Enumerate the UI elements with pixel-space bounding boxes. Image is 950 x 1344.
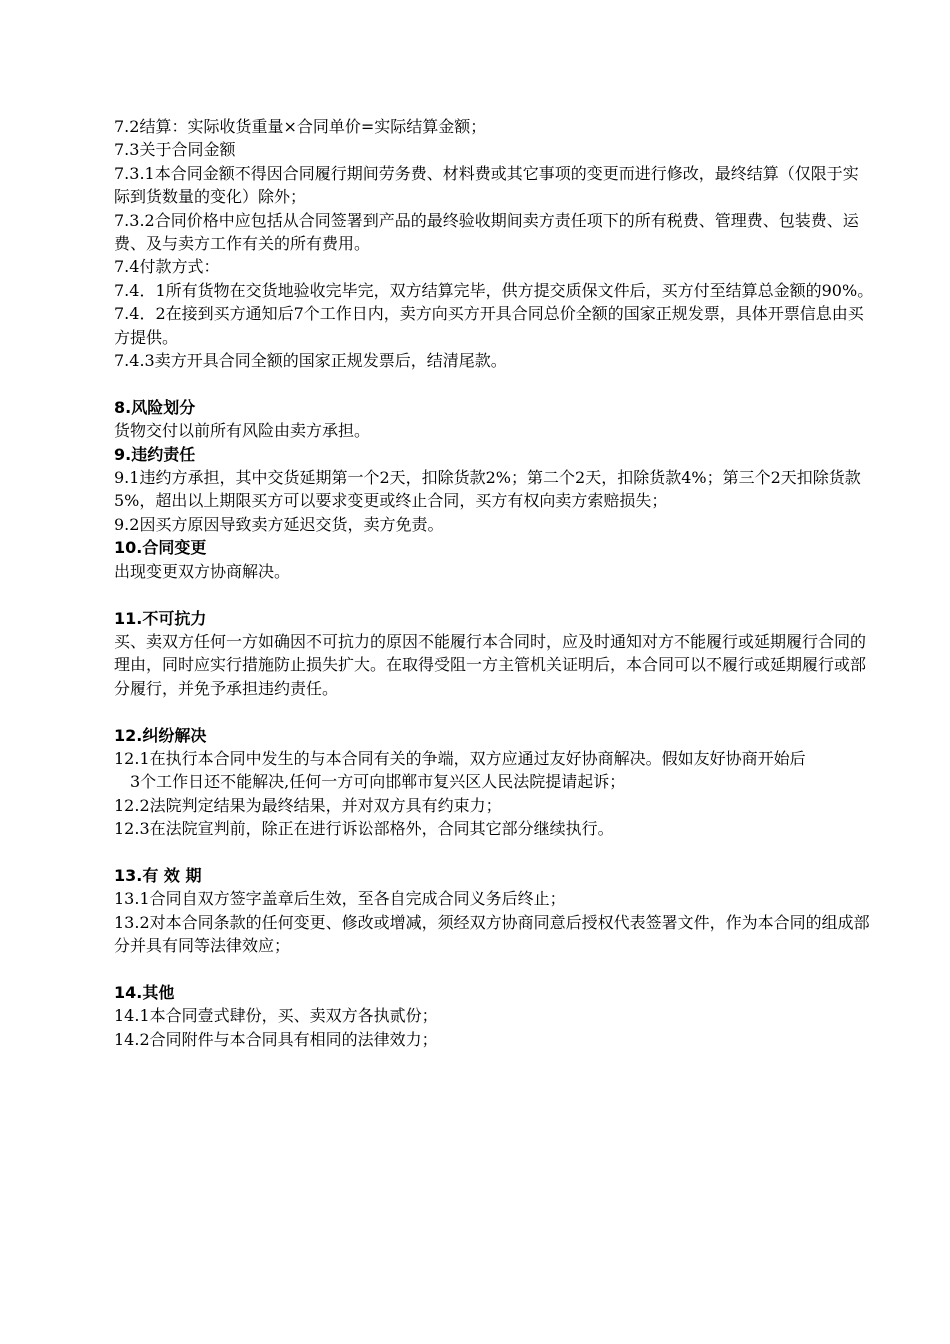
section-heading-12: 12.纠纷解决 xyxy=(114,725,207,745)
clause-14-2: 14.2合同附件与本合同具有相同的法律效力； xyxy=(114,1029,438,1049)
contract-page xyxy=(114,115,874,1051)
clause-12-3: 12.3在法院宣判前，除正在进行诉讼部格外，合同其它部分继续执行。 xyxy=(114,819,614,839)
clause-9-2: 9.2因买方原因导致卖方延迟交货，卖方免责。 xyxy=(114,514,444,534)
section-heading-9: 9.违约责任 xyxy=(114,444,196,464)
clause-7-3: 7.3关于合同金额 xyxy=(114,140,236,160)
section-heading-11: 11.不可抗力 xyxy=(114,608,207,628)
spacer xyxy=(114,841,874,864)
clause-12-1: 12.1在执行本合同中发生的与本合同有关的争端，双方应通过友好协商解决。假如友好协商开始后 xyxy=(114,748,806,768)
clause-10: 出现变更双方协商解决。 xyxy=(114,561,291,581)
spacer xyxy=(114,958,874,981)
clause-7-4-3: 7.4.3卖方开具合同全额的国家正规发票后，结清尾款。 xyxy=(114,351,507,371)
clause-12-2: 12.2法院判定结果为最终结果，并对双方具有约束力； xyxy=(114,795,502,815)
clause-14-1: 14.1本合同壹式肆份，买、卖双方各执贰份； xyxy=(114,1006,438,1026)
section-heading-14: 14.其他 xyxy=(114,982,175,1002)
clause-7-4: 7.4付款方式： xyxy=(114,257,220,277)
clause-11: 买、卖双方任何一方如确因不可抗力的原因不能履行本合同时，应及时通知对方不能履行或延期履行合同的理由，同时应实行措施防止损失扩大。在取得受阻一方主管机关证明后，本合同可以不履行或延期履行或部分履行，并免予承担违约责任。 xyxy=(114,631,867,698)
spacer xyxy=(114,583,874,606)
clause-9-1: 9.1违约方承担，其中交货延期第一个2天，扣除货款2%；第二个2天，扣除货款4%；第三个2天扣除货款5%，超出以上期限买方可以要求变更或终止合同，买方有权向卖方索赔损失； xyxy=(114,468,861,511)
section-heading-8: 8.风险划分 xyxy=(114,397,196,417)
section-heading-10: 10.合同变更 xyxy=(114,538,207,558)
clause-7-3-1: 7.3.1本合同金额不得因合同履行期间劳务费、材料费或其它事项的变更而进行修改，最终结算（仅限于实际到货数量的变化）除外； xyxy=(114,163,859,207)
clause-7-3-2: 7.3.2合同价格中应包括从合同签署到产品的最终验收期间卖方责任项下的所有税费、管理费、包装费、运费、及与卖方工作有关的所有费用。 xyxy=(114,210,859,254)
clause-7-4-2: 7.4．2在接到买方通知后7个工作日内，卖方向买方开具合同总价全额的国家正规发票，具体开票信息由买方提供。 xyxy=(114,304,864,347)
clause-7-4-1: 7.4．1所有货物在交货地验收完毕完，双方结算完毕，供方提交质保文件后，买方付至结算总金额的90%。 xyxy=(114,280,874,300)
spacer xyxy=(114,700,874,723)
clause-8: 货物交付以前所有风险由卖方承担。 xyxy=(114,421,371,441)
section-heading-13: 13.有 效 期 xyxy=(114,865,202,885)
spacer xyxy=(114,372,874,395)
clause-13-2: 13.2对本合同条款的任何变更、修改或增减，须经双方协商同意后授权代表签署文件，作为本合同的组成部分并具有同等法律效应； xyxy=(114,912,870,956)
clause-12-1-cont: 3个工作日还不能解决,任何一方可向邯郸市复兴区人民法院提请起诉； xyxy=(130,772,626,792)
clause-7-2: 7.2结算：实际收货重量×合同单价=实际结算金额； xyxy=(114,117,487,136)
clause-13-1: 13.1合同自双方签字盖章后生效，至各自完成合同义务后终止； xyxy=(114,889,566,909)
